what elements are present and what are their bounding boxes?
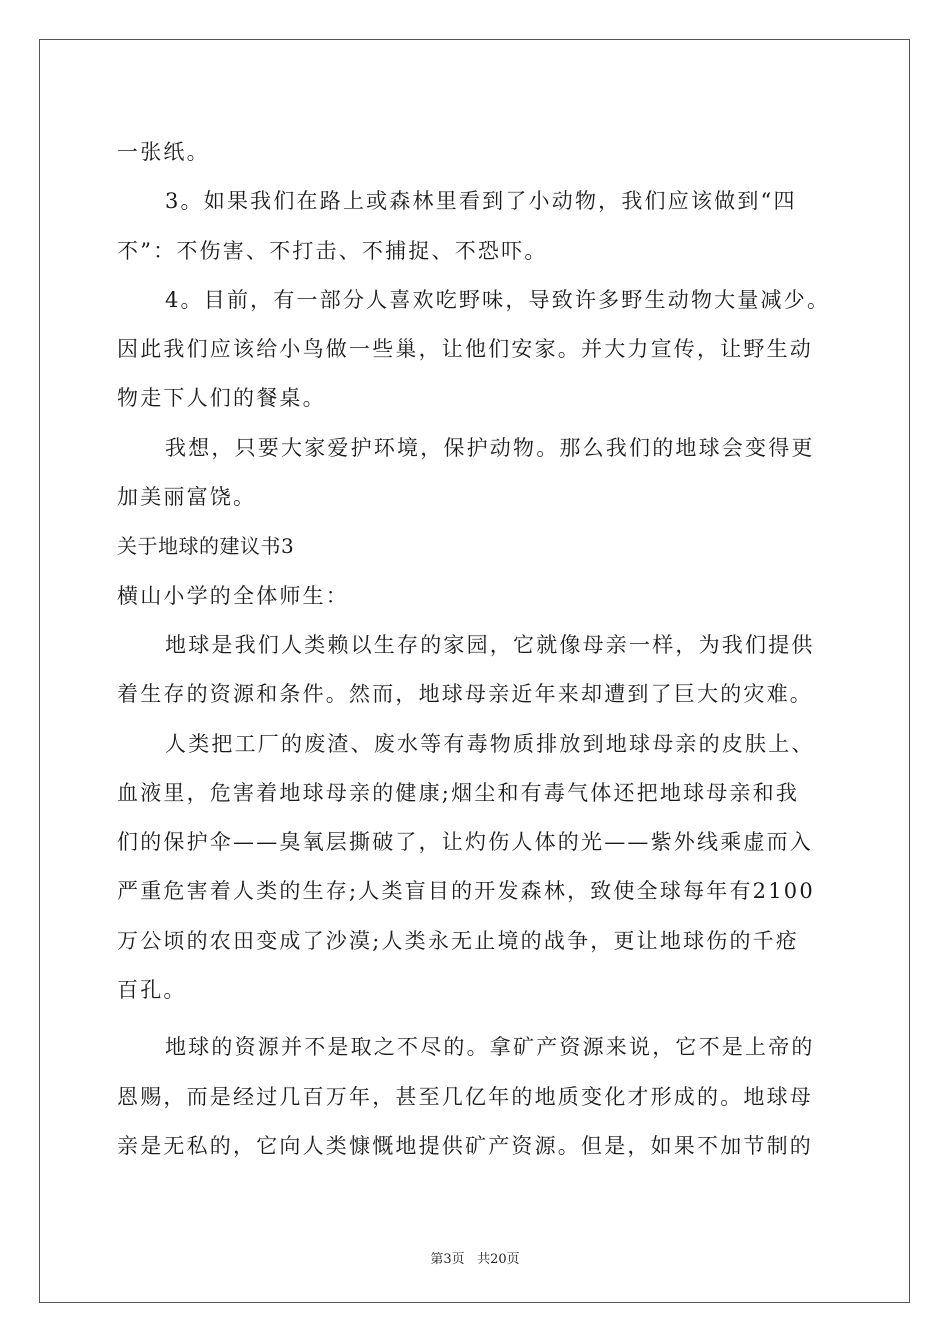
page-footer <box>0 1248 950 1267</box>
text-line: 万公顷的农田变成了沙漠;人类永无止境的战争，更让地球伤的千疮 <box>117 928 800 953</box>
document-body <box>117 128 842 1171</box>
page-number: 第3页 <box>430 1252 465 1267</box>
paragraph-gap <box>117 1015 842 1023</box>
text-line: 恩赐，而是经过几百万年，甚至几亿年的地质变化才形成的。地球母 <box>117 1084 813 1109</box>
text-line: 地球的资源并不是取之不尽的。拿矿产资源来说，它不是上帝的 <box>165 1035 815 1060</box>
text-line: 亲是无私的，它向人类慷慨地提供矿产资源。但是，如果不加节制的 <box>117 1133 813 1158</box>
text-line: 严重危害着人类的生存;人类盲目的开发森林，致使全球每年有2100 <box>117 879 815 904</box>
page-total: 共20页 <box>477 1252 520 1267</box>
text-line: 因此我们应该给小鸟做一些巢，让他们安家。并大力宣传，让野生动 <box>117 337 813 362</box>
salutation: 横山小学的全体师生： <box>117 583 349 608</box>
text-line: 我想，只要大家爱护环境，保护动物。那么我们的地球会变得更 <box>165 435 815 460</box>
text-line: 血液里，危害着地球母亲的健康;烟尘和有毒气体还把地球母亲和我 <box>117 780 800 805</box>
text-line: 4。目前，有一部分人喜欢吃野味，导致许多野生动物大量减少。 <box>165 287 831 312</box>
section-title: 关于地球的建议书3 <box>117 534 295 559</box>
text-line: 物走下人们的餐桌。 <box>117 386 326 411</box>
text-line: 百孔。 <box>117 978 187 1003</box>
text-line: 加美丽富饶。 <box>117 485 257 510</box>
text-line: 一张纸。 <box>117 140 210 164</box>
text-line: 3。如果我们在路上或森林里看到了小动物，我们应该做到“四 <box>165 189 797 214</box>
text-line: 地球是我们人类赖以生存的家园，它就像母亲一样，为我们提供 <box>165 632 815 657</box>
text-line: 人类把工厂的废渣、废水等有毒物质排放到地球母亲的皮肤上、 <box>165 731 815 756</box>
text-line: 不”：不伤害、不打击、不捕捉、不恐吓。 <box>117 238 548 263</box>
text-line: 们的保护伞——臭氧层撕破了，让灼伤人体的光——紫外线乘虚而入 <box>117 830 813 855</box>
text-line: 着生存的资源和条件。然而，地球母亲近年来却遭到了巨大的灾难。 <box>117 682 813 707</box>
